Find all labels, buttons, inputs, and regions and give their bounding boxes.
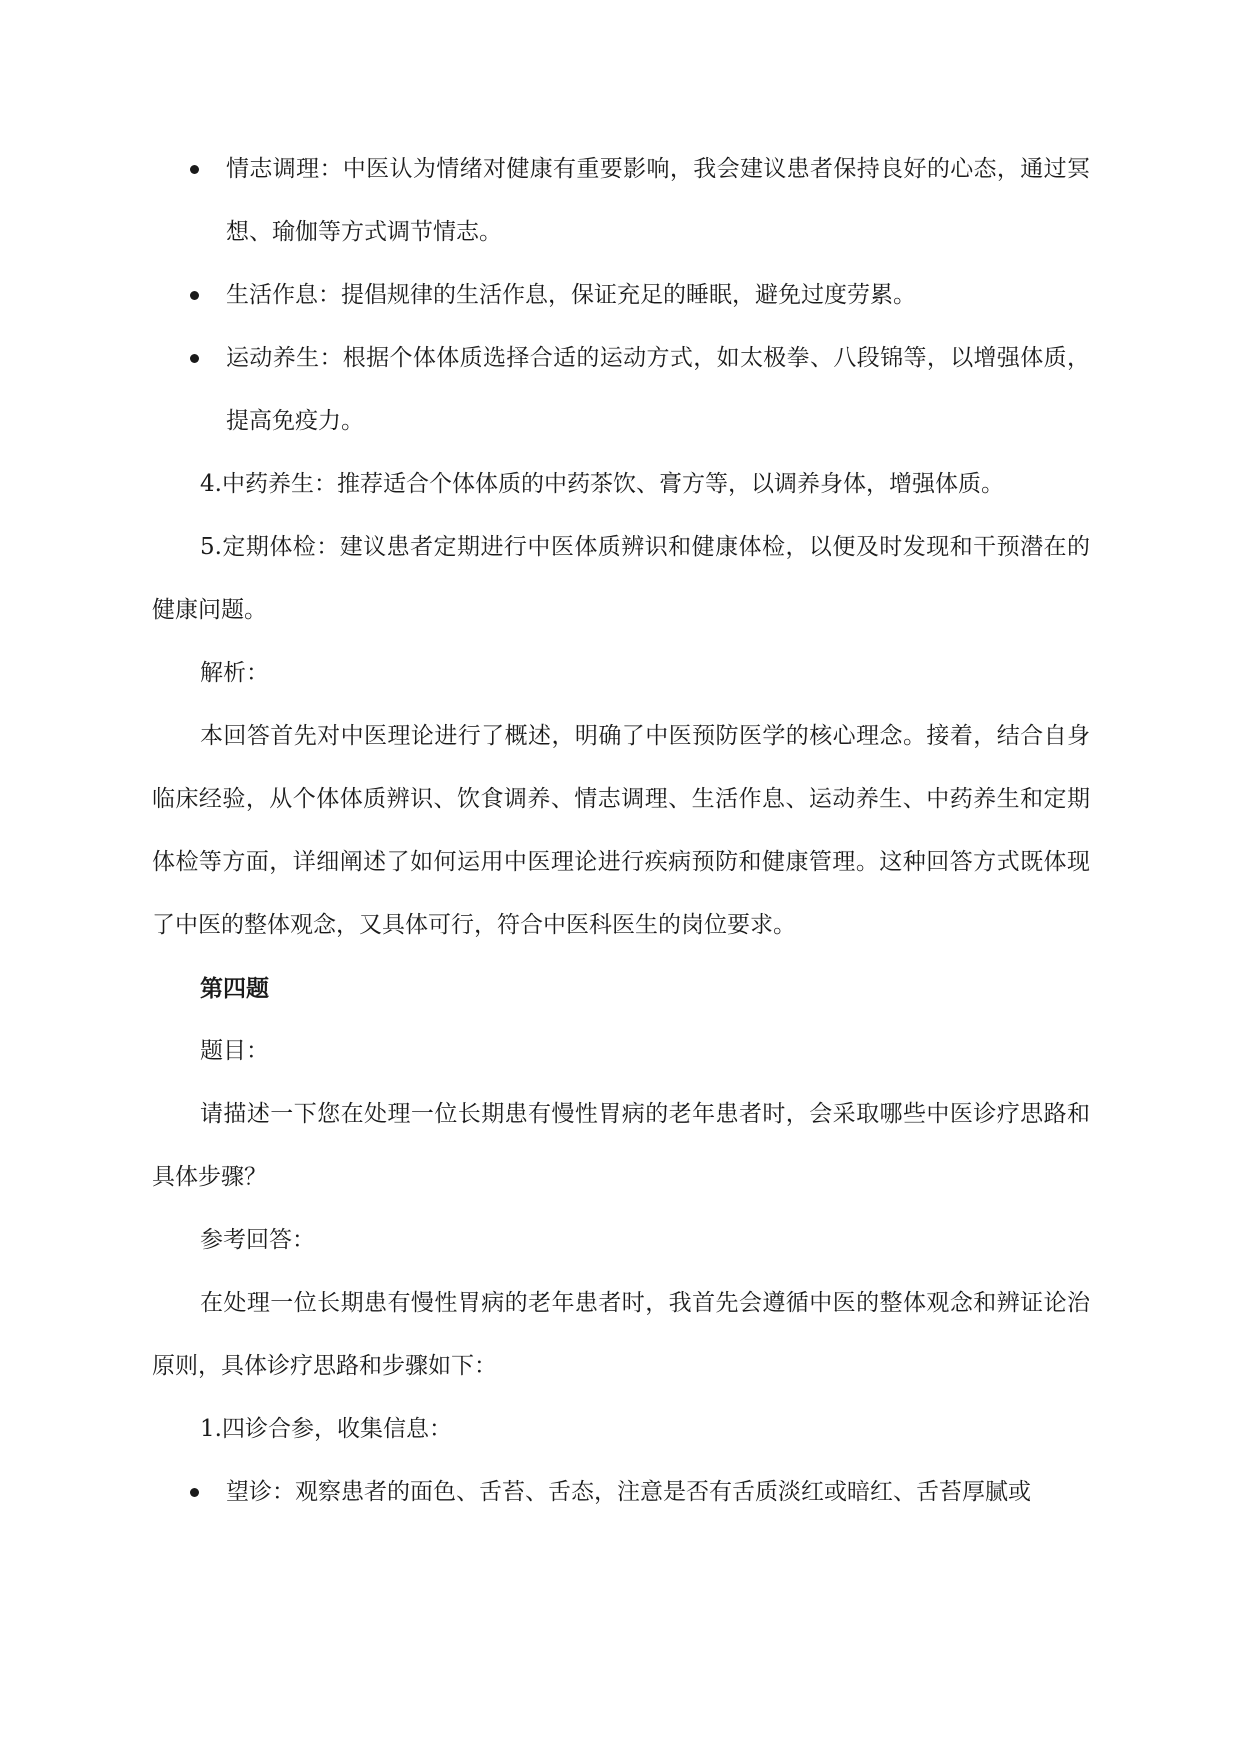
analysis-paragraph: 本回答首先对中医理论进行了概述，明确了中医预防医学的核心理念。接着，结合自身临床经验，从个体体质辨识、饮食调养、情志调理、生活作息、运动养生、中药养生和定期体检等方面，详细阐述了如何运用中医理论进行疾病预防和健康管理。这种回答方式既体现了中医的整体观念，又具体可行，符合中医科医生的岗位要求。 [152, 723, 1090, 938]
question-paragraph: 请描述一下您在处理一位长期患有慢性胃病的老年患者时，会采取哪些中医诊疗思路和具体步骤？ [152, 1101, 1090, 1190]
answer-label: 参考回答： [200, 1227, 315, 1253]
document-body [152, 138, 1090, 1524]
numbered-item-5: 5.定期体检：建议患者定期进行中医体质辨识和健康体检，以便及时发现和干预潜在的健康问题。 [152, 534, 1090, 623]
bullet-text: 望诊：观察患者的面色、舌苔、舌态，注意是否有舌质淡红或暗红、舌苔厚腻或 [226, 1479, 1031, 1505]
bullet-dot-icon [190, 291, 199, 300]
analysis-label: 解析： [200, 660, 269, 686]
bullet-text: 生活作息：提倡规律的生活作息，保证充足的睡眠，避免过度劳累。 [226, 282, 916, 308]
bullet-item-exercise [152, 327, 1090, 453]
bullet-text: 情志调理：中医认为情绪对健康有重要影响，我会建议患者保持良好的心态，通过冥想、瑜伽等方式调节情志。 [226, 156, 1090, 245]
question-label: 题目： [200, 1038, 269, 1064]
step-1-heading: 1.四诊合参，收集信息： [200, 1416, 452, 1442]
section-heading: 第四题 [200, 975, 269, 1002]
answer-intro-paragraph: 在处理一位长期患有慢性胃病的老年患者时，我首先会遵循中医的整体观念和辨证论治原则，具体诊疗思路和步骤如下： [152, 1290, 1090, 1379]
bullet-dot-icon [190, 165, 199, 174]
bullet-item-routine [152, 264, 1090, 327]
bullet-dot-icon [190, 1488, 199, 1497]
bullet-text: 运动养生：根据个体体质选择合适的运动方式，如太极拳、八段锦等，以增强体质，提高免疫力。 [226, 345, 1090, 434]
numbered-item-4: 4.中药养生：推荐适合个体体质的中药茶饮、膏方等，以调养身体，增强体质。 [200, 471, 1004, 497]
bullet-dot-icon [190, 354, 199, 363]
bullet-item-inspection [152, 1461, 1090, 1524]
bullet-item-emotion [152, 138, 1090, 264]
